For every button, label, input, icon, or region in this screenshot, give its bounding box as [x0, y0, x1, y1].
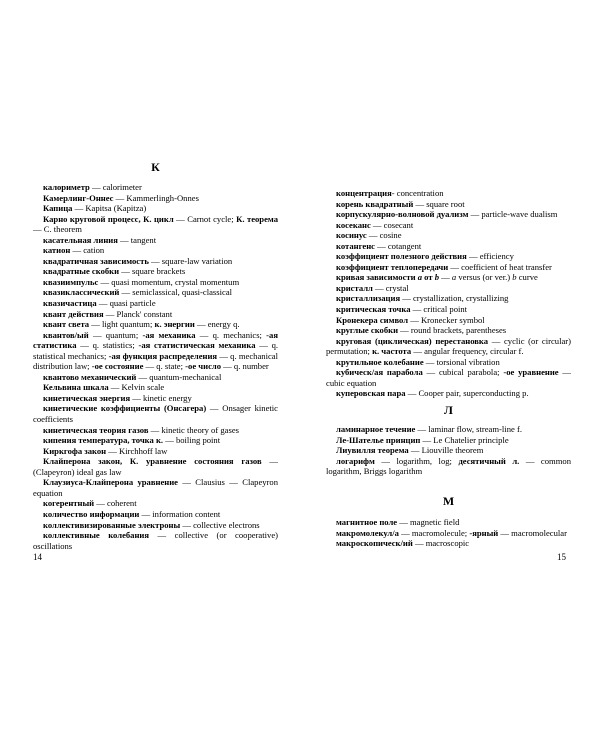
dictionary-entry: [33, 446, 278, 457]
entry-term: Клаузиуса-Клайперона уравнение: [43, 477, 178, 488]
dictionary-entry: [33, 256, 278, 267]
dictionary-entry: [326, 424, 571, 435]
entry-term: -ая функция распределения: [108, 350, 218, 361]
dictionary-entry: [33, 498, 278, 509]
page-number-right: 15: [557, 552, 566, 562]
dictionary-entry: [326, 241, 571, 252]
entry-list-m: [326, 517, 571, 549]
entry-translation: — macromolecule;: [398, 527, 470, 538]
dictionary-entry: [33, 214, 278, 235]
entry-translation: — macromolecular: [498, 527, 567, 538]
dictionary-entry: [326, 528, 571, 539]
entry-term: корень квадратный: [336, 198, 414, 209]
entry-translation: — Kapitsa (Kapitza): [72, 203, 147, 214]
entry-term: куперовская пара: [336, 388, 406, 399]
dictionary-entry: [33, 393, 278, 404]
entry-translation: — Kelvin scale: [108, 382, 165, 393]
entry-translation: — Kronecker symbol: [408, 314, 485, 325]
entry-translation: — crystallization, crystallizing: [400, 293, 509, 304]
entry-translation: — Planck' constant: [103, 308, 173, 319]
dictionary-entry: [33, 266, 278, 277]
entry-translation: — Liouville theorem: [408, 445, 484, 456]
entry-term: круговая (циклическая) перестановка: [336, 335, 489, 346]
entry-translation: versus (or ver.): [456, 272, 513, 283]
entry-translation: — torsional vibration: [423, 356, 500, 367]
dictionary-entry: [326, 367, 571, 388]
entry-translation: — q. statistical mechanics;: [33, 340, 279, 361]
entry-translation: — quasi momentum, crystal momentum: [98, 276, 240, 287]
entry-translation: — square root: [413, 198, 465, 209]
entry-term: Кельвина шкала: [43, 382, 109, 393]
entry-translation: — q. state;: [143, 361, 186, 372]
dictionary-entry: [326, 230, 571, 241]
entry-translation: — energy q.: [194, 319, 240, 330]
entry-term: b: [434, 272, 439, 283]
entry-term: -ое уравнение: [503, 367, 559, 378]
entry-term: калориметр: [43, 182, 90, 192]
entry-translation: — cosecant: [370, 219, 414, 230]
entry-term: котангенс: [336, 240, 375, 251]
dictionary-entry: [326, 456, 571, 477]
dictionary-entry: [326, 315, 571, 326]
entry-translation: — Clausius — Clapeyron equation: [33, 477, 279, 498]
entry-term: макроскопическ/ий: [336, 538, 413, 549]
entry-term: косеканс: [336, 219, 371, 230]
entry-term: от: [422, 272, 435, 283]
entry-translation: — Cooper pair, superconducting p.: [405, 388, 529, 399]
entry-translation: — laminar flow, stream-line f.: [415, 424, 522, 434]
entry-term: кинетическая теория газов: [43, 424, 149, 435]
dictionary-entry: [33, 235, 278, 246]
dictionary-entry: [326, 325, 571, 336]
entry-term: -ое состояние: [91, 361, 144, 372]
entry-term: макромолекул/а: [336, 527, 399, 538]
entry-term: концентрация: [336, 188, 392, 198]
entry-term: круглые скобки: [336, 325, 399, 336]
entry-translation: — magnetic field: [397, 517, 460, 527]
entry-term: квазичастица: [43, 298, 97, 309]
entry-translation: curve: [516, 272, 538, 283]
dictionary-entry: [33, 182, 278, 193]
entry-translation: — kinetic energy: [130, 392, 192, 403]
dictionary-entry: [33, 330, 278, 372]
dictionary-entry: [33, 403, 278, 424]
entry-term: коэффициент теплопередачи: [336, 261, 449, 272]
dictionary-entry: [326, 209, 571, 220]
entry-translation: — coherent: [94, 498, 137, 509]
page-number-left: 14: [33, 552, 42, 562]
entry-term: корпускулярно-волновой дуализм: [336, 209, 469, 220]
dictionary-entry: [326, 388, 571, 399]
entry-translation: — q. number: [221, 361, 269, 372]
entry-translation: — particle-wave dualism: [468, 209, 558, 220]
entry-translation: — quantum;: [88, 329, 143, 340]
entry-translation: — coefficient of heat transfer: [448, 261, 552, 272]
dictionary-entry: [33, 372, 278, 383]
entry-translation: — q. mechanical distribution law;: [33, 350, 278, 372]
entry-translation: — macroscopic: [412, 538, 470, 549]
entry-translation: — information content: [139, 508, 221, 519]
entry-list-l: [326, 424, 571, 477]
entry-translation: — q. statistics;: [76, 340, 139, 351]
entry-term: катион: [43, 245, 71, 256]
entry-term: К. теорема: [236, 213, 278, 224]
entry-list-k-continued: [326, 188, 571, 399]
entry-translation: — square-law variation: [148, 255, 233, 266]
entry-term: -ая статистика: [33, 329, 278, 351]
dictionary-entry: [326, 188, 571, 199]
entry-term: десятичный л.: [458, 455, 520, 466]
entry-translation: — logarithm, log;: [374, 455, 459, 466]
entry-translation: — Carnot cycle;: [173, 213, 237, 224]
entry-term: когерентный: [43, 498, 95, 509]
entry-translation: — angular frequency, circular f.: [411, 346, 524, 357]
entry-term: кубическ/ая парабола: [336, 367, 423, 378]
dictionary-entry: [326, 293, 571, 304]
entry-term: крутильное колебание: [336, 356, 424, 367]
dictionary-entry: [326, 283, 571, 294]
dictionary-entry: [33, 435, 278, 446]
dictionary-entry: [33, 193, 278, 204]
entry-translation: — efficiency: [466, 251, 514, 262]
entry-term: Капица: [43, 203, 73, 214]
entry-translation: — quantum-mechanical: [136, 371, 222, 382]
dictionary-entry: [326, 336, 571, 357]
entry-translation: b: [512, 272, 517, 283]
entry-translation: — collective (or cooperative) oscillations: [33, 530, 278, 551]
entry-term: квадратичная зависимость: [43, 255, 149, 266]
entry-term: квазиклассический: [43, 287, 120, 298]
entry-translation: — semiclassical, quasi-classical: [119, 287, 233, 298]
entry-translation: — critical point: [410, 304, 468, 315]
dictionary-entry: [326, 262, 571, 273]
entry-translation: — Kirchhoff law: [106, 445, 168, 456]
entry-translation: — cotangent: [374, 240, 422, 251]
entry-term: -ая механика: [142, 329, 196, 340]
dictionary-entry: [326, 435, 571, 446]
entry-translation: — C. theorem: [33, 224, 82, 235]
entry-term: Ле-Шателье принцип: [336, 434, 421, 445]
dictionary-entry: [33, 245, 278, 256]
entry-translation: — calorimeter: [89, 182, 142, 192]
entry-term: ламинарное течение: [336, 424, 416, 434]
dictionary-entry: [33, 203, 278, 214]
entry-term: Клайперона закон, К. уравнение состояния газов: [43, 456, 262, 467]
entry-term: квадратные скобки: [43, 266, 120, 277]
dictionary-entry: [33, 509, 278, 520]
entry-translation: — q. mechanics;: [195, 329, 267, 340]
entry-translation: — tangent: [117, 234, 157, 245]
dictionary-entry: [33, 277, 278, 288]
entry-translation: - concentration: [391, 188, 444, 198]
dictionary-entry: [326, 272, 571, 283]
entry-term: квантов/ый: [43, 329, 89, 340]
entry-term: кристалл: [336, 282, 373, 293]
entry-translation: — light quantum;: [89, 319, 155, 330]
entry-term: Лиувилля теорема: [336, 445, 409, 456]
entry-translation: — Onsager kinetic coefficients: [33, 403, 278, 425]
entry-list-k: [33, 182, 278, 551]
entry-translation: — round brackets, parentheses: [398, 325, 507, 336]
entry-term: квазиимпульс: [43, 276, 99, 287]
dictionary-entry: [326, 251, 571, 262]
entry-term: Карно круговой процесс, К. цикл: [43, 213, 174, 224]
entry-term: к. частота: [372, 346, 412, 357]
entry-translation: — collective electrons: [180, 519, 260, 530]
entry-translation: — cosine: [366, 230, 402, 241]
section-heading-l: Л: [444, 403, 453, 417]
dictionary-entry: [33, 520, 278, 531]
dictionary-entry: [326, 304, 571, 315]
entry-term: кинетические коэффициенты (Онсагера): [43, 403, 207, 414]
entry-translation: — square brackets: [119, 266, 186, 277]
entry-translation: — cubical parabola;: [422, 367, 504, 378]
dictionary-entry: [326, 199, 571, 210]
dictionary-entry: [33, 319, 278, 330]
dictionary-entry: [326, 357, 571, 368]
entry-term: критическая точка: [336, 304, 411, 315]
section-heading-k: К: [151, 160, 160, 174]
entry-term: Кронекера символ: [336, 314, 409, 325]
entry-term: кристаллизация: [336, 293, 401, 304]
dictionary-entry: [326, 445, 571, 456]
entry-term: касательная линия: [43, 234, 118, 245]
entry-term: -ое число: [185, 361, 222, 372]
entry-translation: — cyclic (or circular) permutation;: [326, 335, 571, 357]
entry-term: кинетическая энергия: [43, 392, 131, 403]
entry-term: коллективизированные электроны: [43, 519, 181, 530]
entry-translation: —: [439, 272, 452, 283]
entry-term: количество информации: [43, 508, 140, 519]
entry-term: квант света: [43, 319, 90, 330]
entry-translation: — (Clapeyron) ideal gas law: [33, 456, 278, 477]
entry-term: кривая зависимости: [336, 272, 418, 283]
dictionary-entry: [33, 530, 278, 551]
entry-term: квантово механический: [43, 371, 137, 382]
entry-term: к. энергии: [154, 319, 195, 330]
dictionary-entry: [326, 220, 571, 231]
entry-term: коэффициент полезного действия: [336, 251, 467, 262]
entry-term: логарифм: [336, 455, 375, 466]
entry-term: косинус: [336, 230, 367, 241]
dictionary-entry: [326, 517, 571, 528]
dictionary-entry: [33, 298, 278, 309]
entry-term: a: [417, 272, 422, 283]
entry-term: кипения температура, точка к.: [43, 435, 164, 446]
entry-translation: — crystal: [372, 282, 409, 293]
section-heading-m: М: [442, 494, 455, 508]
entry-translation: — kinetic theory of gases: [148, 424, 239, 435]
entry-term: коллективные колебания: [43, 530, 150, 541]
dictionary-entry: [33, 309, 278, 320]
dictionary-entry: [33, 382, 278, 393]
entry-translation: — quasi particle: [96, 298, 156, 309]
entry-translation: — cubic equation: [326, 367, 572, 388]
entry-translation: — Le Chatelier principle: [420, 434, 509, 445]
entry-translation: — common logarithm, Briggs logarithm: [326, 455, 572, 477]
dictionary-entry: [33, 456, 278, 477]
entry-term: магнитное поле: [336, 517, 398, 527]
entry-term: -ярный: [469, 527, 499, 538]
entry-term: -ая статистическая механика: [138, 340, 256, 351]
dictionary-entry: [33, 477, 278, 498]
entry-translation: a: [451, 272, 457, 283]
dictionary-entry: [33, 287, 278, 298]
dictionary-entry: [326, 538, 571, 549]
entry-translation: — cation: [70, 245, 105, 256]
entry-term: квант действия: [43, 308, 104, 319]
entry-term: Киркгофа закон: [43, 445, 107, 456]
dictionary-entry: [33, 425, 278, 436]
entry-term: Камерлинг-Оннес: [43, 192, 114, 203]
entry-translation: — Kammerlingh-Onnes: [113, 192, 199, 203]
entry-translation: — boiling point: [163, 435, 221, 446]
